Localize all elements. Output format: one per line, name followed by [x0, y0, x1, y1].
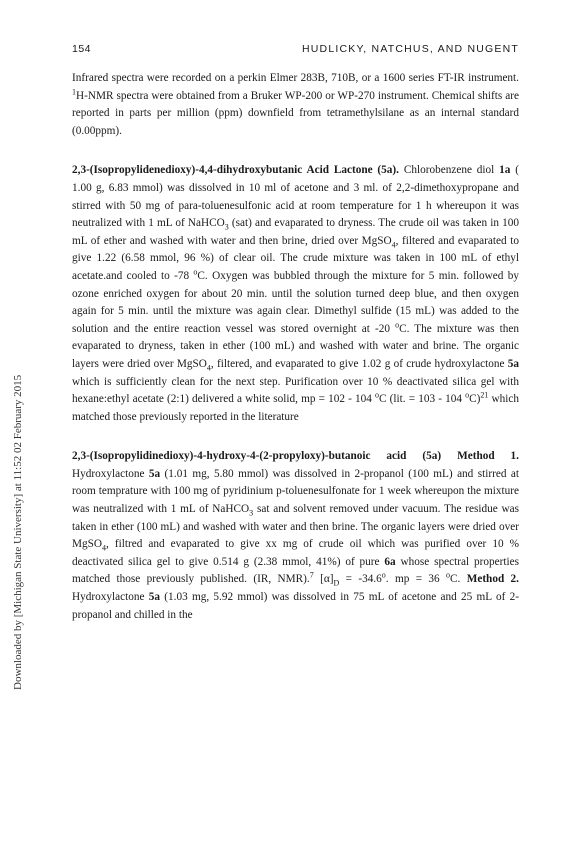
- paragraph-instruments: Infrared spectra were recorded on a perkin Elmer 283B, 710B, or a 1600 series FT-IR instrument. $^1$H-NMR spectra were obtained from a Bruker WP-200 or WP-270 instrument. Chemical shifts are reported in parts per million (ppm) downfield from tetramethylsilane as an internal standard (0.00ppm).: [72, 72, 519, 137]
- paragraph-butanoic-acid: 2,3-(Isopropylidinedioxy)-4-hydroxy-4-(2-propyloxy)-butanoic acid (5a) Method 1. Hydroxylactone 5a (1.01 mg, 5.80 mmol) was dissolved in 2-propanol (100 mL) and stirred at room temprature with 100 mg of pyridinium p-toluenesulfonate for 1 week whereupon the mixture was neutralized with 1 mL of NaHCO$_3$ sat and solvent removed under vacuum. The residue was taken in ether (100 mL) and washed with water and then brine. The organic layers were dried over MgSO$_4$, filtred and evaparated to give xx mg of crude oil which was purified over 10 % deactivated silica gel to give 0.514 g (2.38 mmol, 41%) of pure 6a whose spectral properties matched those previously published. (IR, NMR).$^7$ $[\alpha]_D = -34.6^o$. mp = 36 $^o$C. Method 2. Hydroxylactone 5a (1.03 mg, 5.92 mmol) was dissolved in 75 mL of acetone and 25 mL of 2-propanol and chilled in the: [72, 450, 520, 621]
- section-heading-lactone: 2,3-(Isopropylidenedioxy)-4,4-dihydroxybutanic Acid Lactone (5a).: [72, 164, 399, 177]
- compound-ref: 5a: [507, 357, 519, 370]
- page-number: 154: [72, 43, 92, 55]
- compound-ref: 5a: [148, 467, 161, 480]
- compound-ref: 5a: [148, 591, 160, 604]
- compound-ref: 1a: [499, 164, 511, 177]
- page-header: [72, 43, 519, 59]
- download-watermark: Downloaded by [Michigan State University] at 11:52 02 February 2015: [12, 374, 24, 690]
- citation-ref: 7: [309, 570, 314, 580]
- citation-ref: 21: [480, 390, 489, 400]
- running-head: HUDLICKY, NATCHUS, AND NUGENT: [301, 43, 519, 55]
- body-text: [72, 70, 519, 641]
- method-heading: Method 2.: [466, 573, 519, 586]
- compound-ref: 6a: [384, 555, 396, 568]
- paragraph-lactone-5a: 2,3-(Isopropylidenedioxy)-4,4-dihydroxybutanic Acid Lactone (5a). Chlorobenzene diol 1a ( 1.00 g, 6.83 mmol) was dissolved in 10 ml of acetone and 3 ml. of 2,2-dimethoxypropane and stirred with 50 mg of para-toluenesulfonic acid at room temperature for 1 h whereupon it was neutralized with 1 mL of NaHCO$_3$ (sat) and evaparated to dryness. The crude oil was taken in 100 mL of ether and washed with water and then brine, dried over MgSO$_4$, filtered and evaparated to give 1.22 (6.58 mmol, 96 %) of clear oil. The crude mixture was taken in 100 mL of ethyl acetate.and cooled to -78 $^o$C. Oxygen was bubbled through the mixture for 5 min. followed by ozone enriched oxygen for about 20 min. until the solution turned deep blue, and then oxygen again for 5 min. until the mixture was again clear. Dimethyl sulfide (15 mL) was added to the solution and the entire reaction vessel was stored overnight at -20 $^o$C. The mixture was then evaparated to dryness, taken in ether (100 mL) and washed with water and brine. The organic layers were dried over MgSO$_4$, filtered, and evaparated to give 1.02 g of crude hydroxylactone 5a which is sufficiently clean for the next step. Purification over 10 % deactivated silica gel with hexane:ethyl acetate (2:1) delivered a white solid, mp = 102 - 104 $^o$C (lit. = 103 - 104 $^o$C)$^{21}$ which matched those previously reported in the literature: [72, 164, 520, 423]
- section-heading-butanoic: 2,3-(Isopropylidinedioxy)-4-hydroxy-4-(2-propyloxy)-butanoic acid (5a) Method 1.: [72, 450, 519, 463]
